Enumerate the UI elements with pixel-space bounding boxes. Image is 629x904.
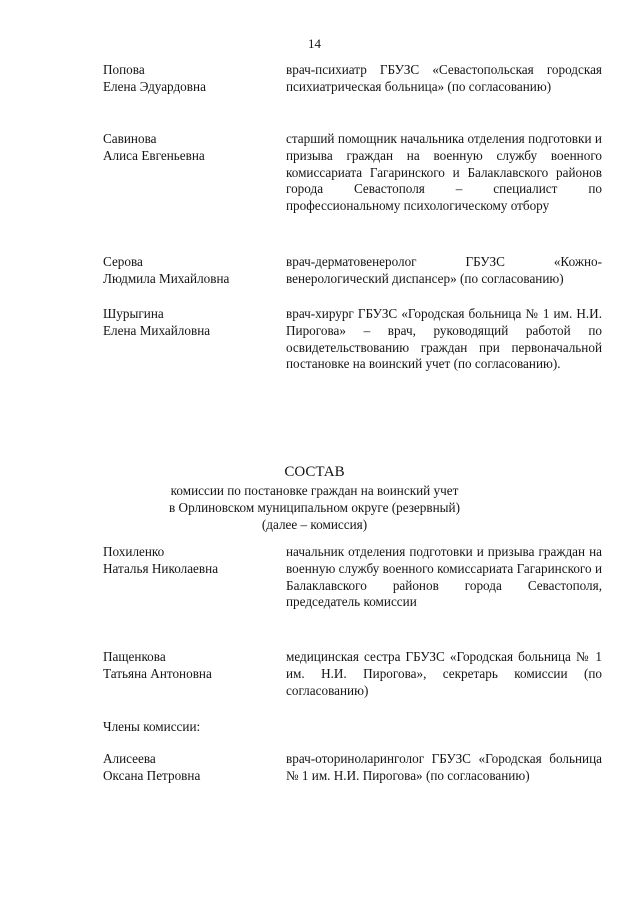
person-surname: Алисеева [103,751,156,766]
person-name [103,306,278,340]
person-name [103,62,278,96]
person-role: врач-психиатр ГБУЗС «Севастопольская городская психиатрическая больница» (по согласованию) [286,62,602,94]
person-given-names: Елена Эдуардовна [103,78,206,94]
person-surname: Серова [103,254,143,269]
members-label: Члены комиссии: [103,719,201,734]
person-role: старший помощник начальника отделения подготовки и призыва граждан на военную службу военного комиссариата Гагаринского и Балаклавского районов города Севастополя – специалист по профессиональному психологическому отбору [286,131,602,214]
section-subtitle-line: в Орлиновском муниципальном округе (резервный) [169,500,460,515]
person-role: медицинская сестра ГБУЗС «Городская больница № 1 им. Н.И. Пирогова», секретарь комиссии (по согласованию) [286,649,602,698]
section-heading [0,462,629,533]
person-name [103,131,278,165]
person-surname: Шурыгина [103,306,164,321]
person-role: врач-дерматовенеролог ГБУЗС «Кожно-венерологический диспансер» (по согласованию) [286,254,602,286]
person-surname: Пащенкова [103,649,166,664]
section-subtitle-line: комиссии по постановке граждан на воинский учет [170,483,459,498]
page-number: 14 [308,36,321,51]
person-given-names: Людмила Михайловна [103,270,230,286]
person-role: врач-хирург ГБУЗС «Городская больница № 1 им. Н.И. Пирогова» – врач, руководящий работой по освидетельствованию граждан при первоначальной постановке на воинский учет (по согласованию). [286,306,602,372]
person-given-names: Наталья Николаевна [103,560,219,576]
person-name [103,544,278,578]
person-given-names: Татьяна Антоновна [103,665,212,681]
person-surname: Попова [103,62,145,77]
person-surname: Савинова [103,131,157,146]
person-surname: Похиленко [103,544,165,559]
person-name [103,254,278,288]
person-given-names: Елена Михайловна [103,322,211,338]
person-name [103,649,278,683]
person-given-names: Оксана Петровна [103,767,201,783]
section-subtitle-line: (далее – комиссия) [261,517,368,532]
person-given-names: Алиса Евгеньевна [103,147,205,163]
person-role: начальник отделения подготовки и призыва граждан на военную службу военного комиссариата Гагаринского и Балаклавского районов города Севастополя, председатель комиссии [286,544,602,610]
person-name [103,751,278,785]
person-role: врач-оториноларинголог ГБУЗС «Городская больница № 1 им. Н.И. Пирогова» (по согласованию) [286,751,602,783]
section-title: СОСТАВ [284,464,345,480]
